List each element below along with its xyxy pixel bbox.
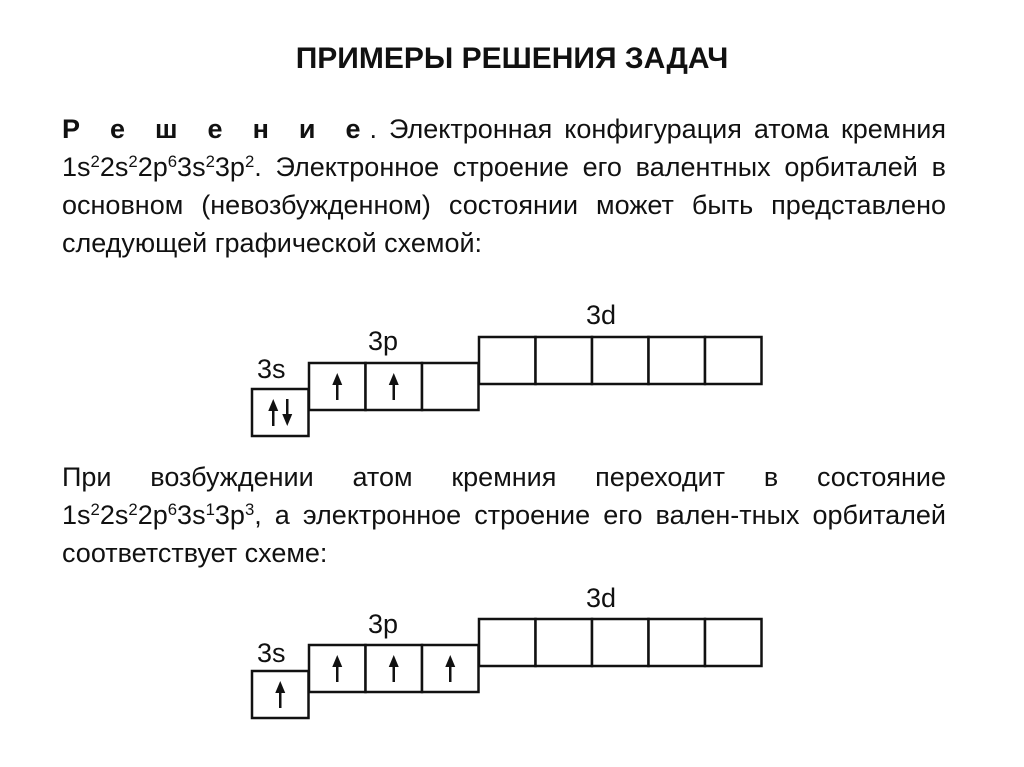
superscript: 2 [90, 499, 100, 519]
description-text: , а электронное строение его вален-тных орбиталей соответствует схеме: [62, 500, 946, 568]
orbital-cell-s [252, 389, 309, 436]
orbital-cell-d [592, 619, 649, 666]
config-text: 3s [177, 152, 206, 182]
ground-state-orbital-diagram [252, 300, 762, 436]
superscript: 2 [128, 499, 138, 519]
config-text: 3s [177, 500, 206, 530]
orbital-cell-d [592, 337, 649, 384]
orbital-cell-p [366, 363, 423, 410]
orbital-cell-d [705, 337, 762, 384]
orbital-label-3d: 3d [586, 300, 617, 330]
orbital-label-3s: 3s [257, 638, 286, 668]
config-text: 3p [214, 152, 245, 182]
superscript: 3 [244, 499, 255, 519]
orbital-label-3d: 3d [586, 583, 617, 613]
orbital-cell-d [536, 337, 593, 384]
orbital-cell-p [422, 645, 479, 692]
superscript: 2 [128, 151, 138, 171]
orbital-cell-d [479, 619, 536, 666]
config-text: 3p [214, 500, 245, 530]
orbital-cell-p [422, 363, 479, 410]
superscript: 6 [167, 499, 178, 519]
config-text: . Электронная конфигурация атома кремния 1s [62, 114, 946, 182]
page-title: ПРИМЕРЫ РЕШЕНИЯ ЗАДАЧ [295, 42, 729, 75]
solution-lead: Р е ш е н и е [62, 114, 370, 144]
orbital-label-3p: 3p [368, 326, 399, 356]
orbital-cell-d [705, 619, 762, 666]
config-text: 2p [137, 152, 168, 182]
superscript: 6 [167, 151, 178, 171]
excited-state-orbital-diagram [252, 583, 762, 718]
description-text: При возбуждении атом кремния переходит в состояние 1s [62, 462, 946, 530]
orbital-cell-p [366, 645, 423, 692]
orbital-label-3s: 3s [257, 354, 286, 384]
orbital-cell-d [536, 619, 593, 666]
superscript: 1 [205, 499, 215, 519]
orbital-cell-p [309, 645, 366, 692]
config-text: 2p [137, 500, 168, 530]
superscript: 2 [205, 151, 215, 171]
config-text: 2s [99, 152, 129, 182]
orbital-label-3p: 3p [368, 609, 399, 639]
superscript: 2 [244, 151, 255, 171]
orbital-cell-d [649, 619, 706, 666]
orbital-cell-d [479, 337, 536, 384]
superscript: 2 [90, 151, 100, 171]
orbital-cell-p [309, 363, 366, 410]
description-text: . Электронное строение его валентных орбиталей в основном (невозбужденном) состоянии может быть представлено следующей графической схемой: [62, 152, 946, 258]
orbital-cell-d [649, 337, 706, 384]
orbital-cell-s [252, 671, 309, 718]
config-text: 2s [99, 500, 129, 530]
